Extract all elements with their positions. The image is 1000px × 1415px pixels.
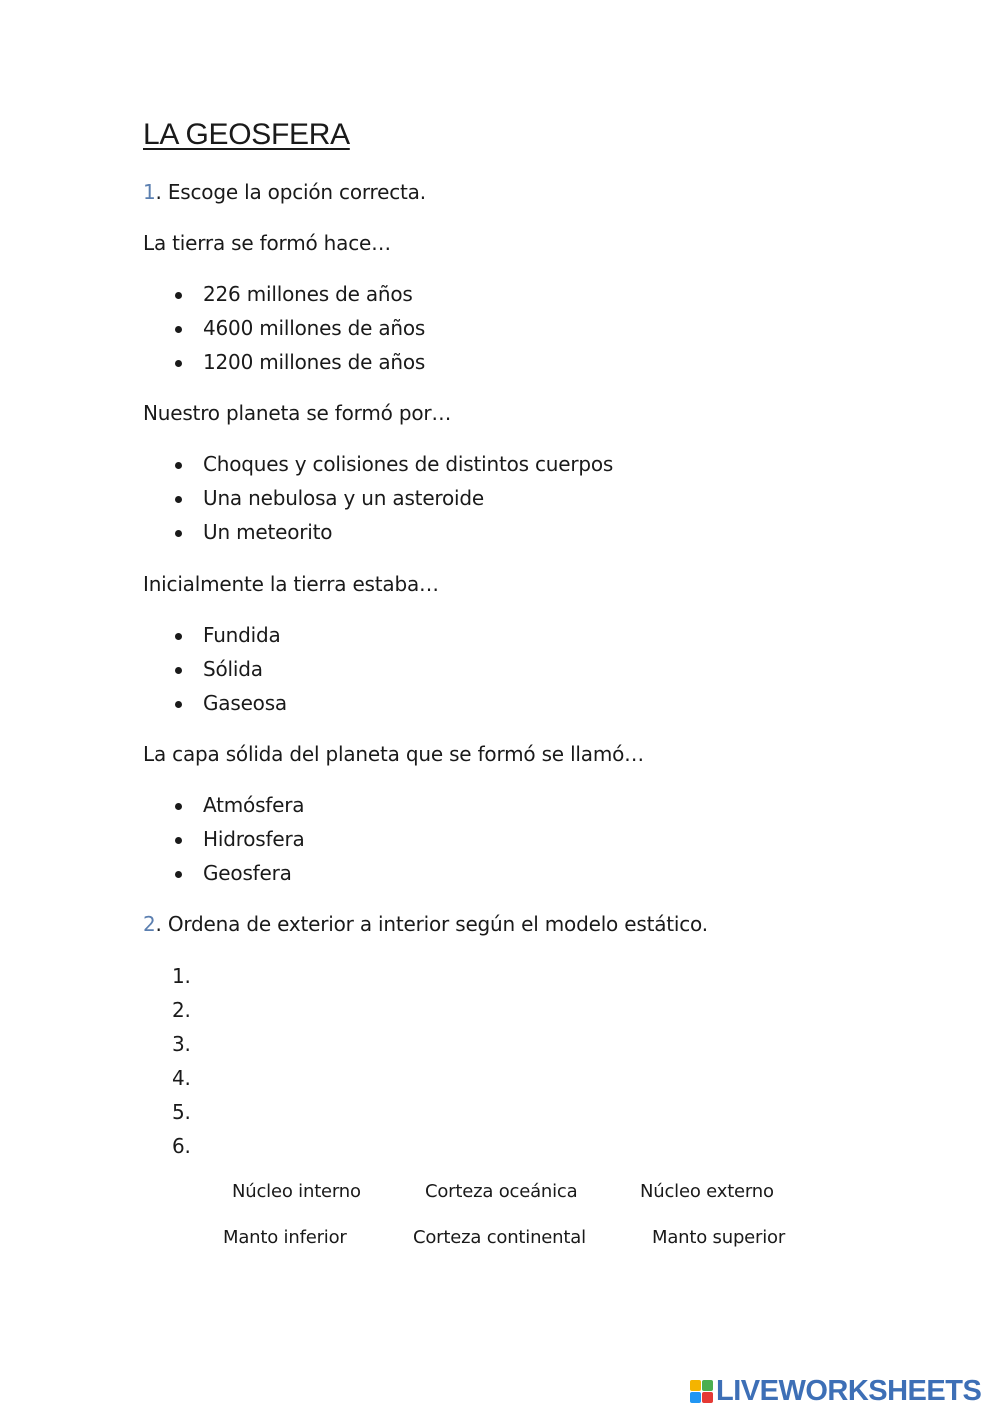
answer-option[interactable]: 1200 millones de años	[203, 350, 426, 374]
bullet-dot	[175, 667, 182, 674]
bullet-dot	[175, 837, 182, 844]
order-slot-5[interactable]: 5.	[172, 1100, 191, 1124]
order-slot-4[interactable]: 4.	[172, 1066, 191, 1090]
answer-option[interactable]: Un meteorito	[203, 520, 333, 544]
answer-option[interactable]: Gaseosa	[203, 691, 287, 715]
answer-option[interactable]: Sólida	[203, 657, 263, 681]
word-bank-item[interactable]: Manto superior	[652, 1227, 786, 1248]
order-slot-1[interactable]: 1.	[172, 964, 191, 988]
bullet-dot	[175, 701, 182, 708]
word-bank-item[interactable]: Núcleo externo	[640, 1181, 774, 1202]
word-bank-item[interactable]: Manto inferior	[223, 1227, 347, 1248]
answer-option[interactable]: 4600 millones de años	[203, 316, 426, 340]
answer-option[interactable]: Atmósfera	[203, 793, 305, 817]
logo-mark-square	[702, 1380, 713, 1391]
question-1-text: . Escoge la opción correcta.	[155, 180, 426, 204]
answer-option[interactable]: Fundida	[203, 623, 281, 647]
answer-option[interactable]: 226 millones de años	[203, 282, 413, 306]
question-prompt: La capa sólida del planeta que se formó se llamó…	[143, 742, 644, 766]
logo-mark-square	[690, 1392, 701, 1403]
bullet-dot	[175, 496, 182, 503]
question-1-number: 1	[143, 180, 156, 204]
answer-option[interactable]: Geosfera	[203, 861, 292, 885]
word-bank-item[interactable]: Núcleo interno	[232, 1181, 361, 1202]
question-prompt: La tierra se formó hace…	[143, 231, 391, 255]
order-slot-2[interactable]: 2.	[172, 998, 191, 1022]
answer-option[interactable]: Choques y colisiones de distintos cuerpos	[203, 452, 614, 476]
liveworksheets-logo[interactable]	[690, 1374, 981, 1408]
answer-option[interactable]: Hidrosfera	[203, 827, 305, 851]
page-title: LA GEOSFERA	[143, 118, 350, 151]
word-bank-item[interactable]: Corteza oceánica	[425, 1181, 578, 1202]
question-2-text: . Ordena de exterior a interior según el modelo estático.	[155, 912, 708, 936]
word-bank-item[interactable]: Corteza continental	[413, 1227, 586, 1248]
bullet-dot	[175, 530, 182, 537]
bullet-dot	[175, 803, 182, 810]
question-prompt: Inicialmente la tierra estaba…	[143, 572, 439, 596]
bullet-dot	[175, 360, 182, 367]
bullet-dot	[175, 462, 182, 469]
logo-text: LIVEWORKSHEETS	[716, 1374, 982, 1407]
question-2-number: 2	[143, 912, 156, 936]
bullet-dot	[175, 633, 182, 640]
logo-mark-icon	[690, 1380, 713, 1403]
logo-mark-square	[690, 1380, 701, 1391]
question-prompt: Nuestro planeta se formó por…	[143, 401, 452, 425]
order-slot-6[interactable]: 6.	[172, 1134, 191, 1158]
answer-option[interactable]: Una nebulosa y un asteroide	[203, 486, 485, 510]
logo-mark-square	[702, 1392, 713, 1403]
question-1-heading	[143, 180, 426, 204]
order-slot-3[interactable]: 3.	[172, 1032, 191, 1056]
bullet-dot	[175, 871, 182, 878]
bullet-dot	[175, 326, 182, 333]
bullet-dot	[175, 292, 182, 299]
question-2-heading	[143, 912, 708, 936]
